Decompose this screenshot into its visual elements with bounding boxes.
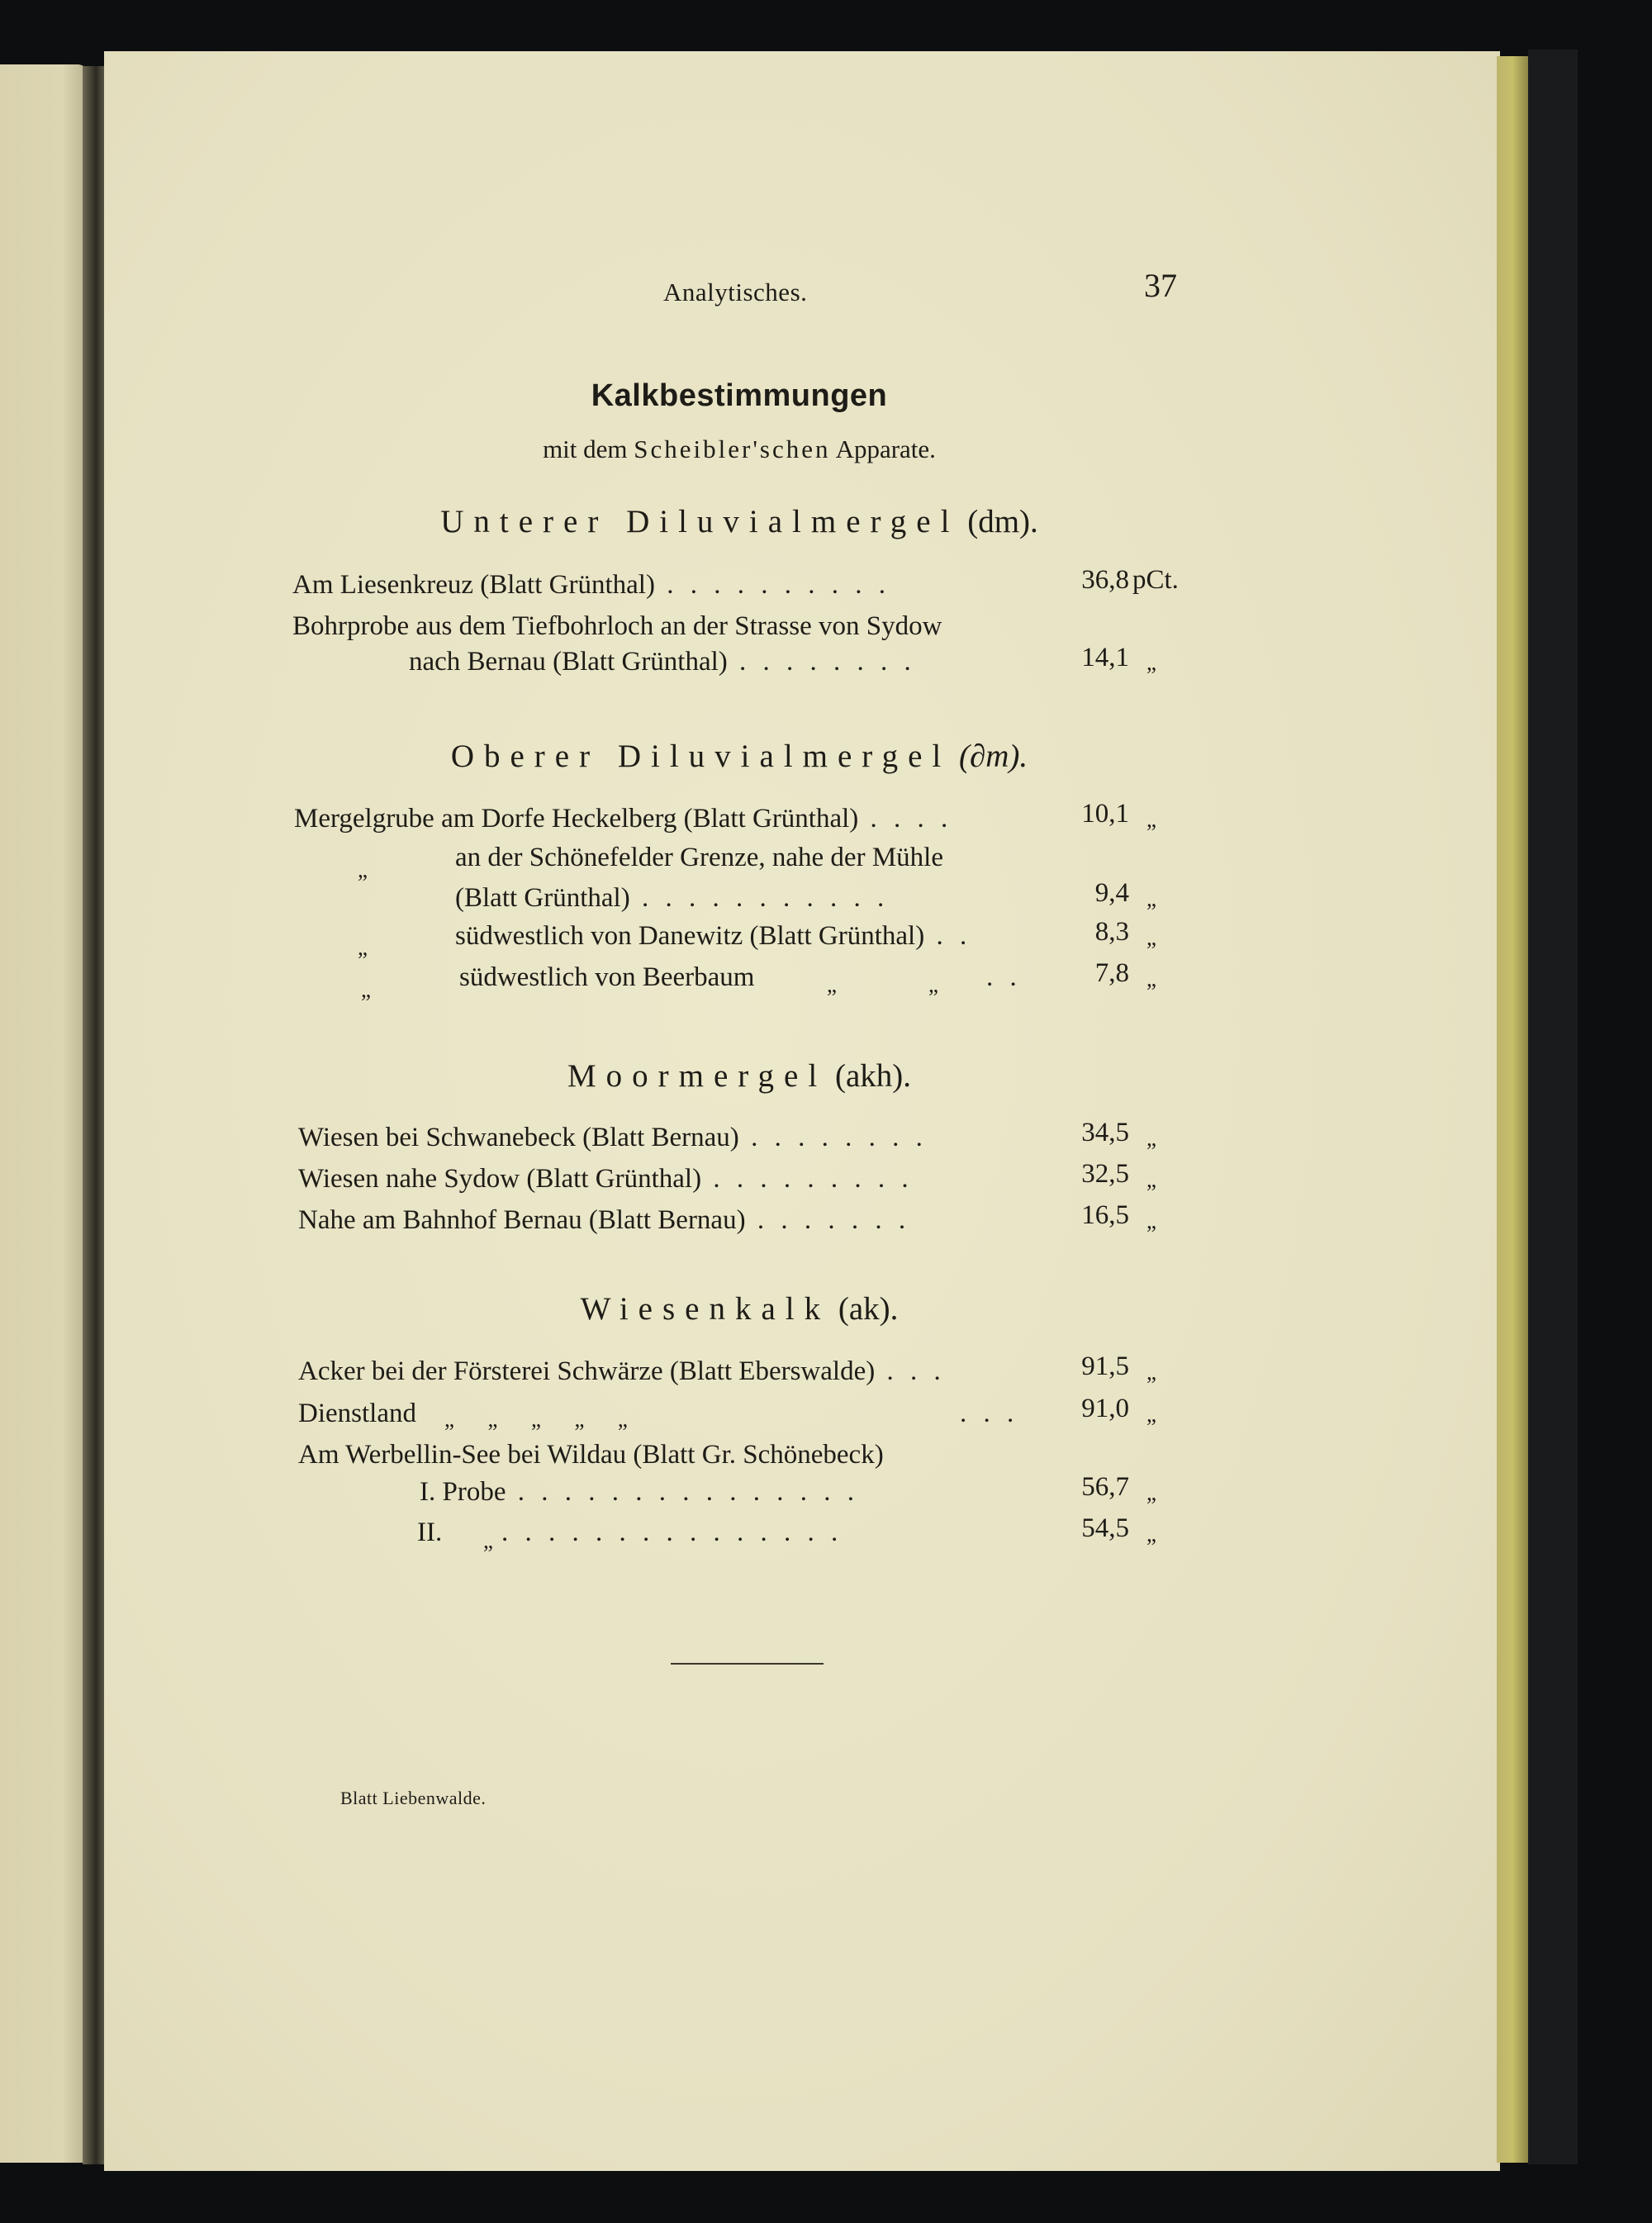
section-heading-abbr: (ak).: [838, 1291, 899, 1327]
entry-text: Am Liesenkreuz (Blatt Grünthal): [292, 570, 655, 600]
entry-text: nach Bernau (Blatt Grünthal): [409, 647, 728, 677]
leader-dots: . . . . . . .: [745, 1205, 911, 1235]
entry-text: Bohrprobe aus dem Tiefbohrloch an der Strasse von Sydow: [292, 611, 942, 641]
entry-text: Am Werbellin-See bei Wildau (Blatt Gr. Schönebeck): [298, 1440, 884, 1470]
entry-value: 16,5: [1081, 1200, 1129, 1230]
entry-value: 56,7: [1081, 1472, 1129, 1502]
entry-text: Wiesen nahe Sydow (Blatt Grünthal): [298, 1164, 702, 1194]
entry-text: I. Probe: [420, 1477, 506, 1507]
leader-dots: . . . . . . . . . . .: [629, 883, 890, 913]
book-page: [104, 51, 1500, 2171]
entry-text: an der Schönefelder Grenze, nahe der Mühle: [455, 843, 943, 872]
section-heading-wiesenkalk: [0, 1290, 1479, 1328]
entry-text: südwestlich von Beerbaum: [459, 962, 755, 992]
entry-text: II.: [417, 1518, 443, 1547]
entry-value: 91,5: [1081, 1351, 1129, 1381]
ditto-mark: „: [928, 972, 938, 997]
entry-row: [298, 1205, 910, 1236]
entry-row: [298, 1164, 914, 1195]
entry-text: Nahe am Bahnhof Bernau (Blatt Bernau): [298, 1205, 746, 1235]
subtitle-prefix: mit dem: [543, 435, 634, 463]
entry-text: Wiesen bei Schwanebeck (Blatt Bernau): [298, 1123, 739, 1152]
section-heading-text: Wiesenkalk: [580, 1291, 831, 1327]
leader-dots: . . . . . . . .: [738, 1123, 928, 1152]
entry-unit: pCt.: [1132, 565, 1179, 595]
ditto-marks: „ „ „ „ „: [444, 1407, 628, 1432]
leader-dots: . . .: [960, 1399, 1019, 1428]
ditto-mark: „: [827, 972, 837, 997]
entry-value: 8,3: [1094, 917, 1129, 947]
entry-row: [417, 1518, 442, 1548]
entry-row: [298, 1440, 884, 1470]
subtitle-name: Scheibler'schen: [634, 435, 831, 463]
ditto-mark: „: [1146, 967, 1156, 991]
entry-value: 34,5: [1081, 1118, 1129, 1147]
leader-dots-wrap: [501, 1518, 843, 1548]
entry-text: südwestlich von Danewitz (Blatt Grünthal): [455, 921, 925, 951]
ditto-mark: „: [1146, 1402, 1156, 1427]
leader-dots: . . . . . . . . . . . . . . .: [501, 1518, 843, 1547]
ditto-mark: „: [1146, 925, 1156, 950]
entry-row: [455, 843, 943, 873]
page-number: 37: [1144, 267, 1177, 304]
ditto-mark: „: [1146, 807, 1156, 832]
page-title: Kalkbestimmungen: [591, 378, 888, 413]
ditto-mark: „: [1146, 1522, 1156, 1546]
ditto-mark: „: [483, 1528, 493, 1553]
entry-text: Dienstland: [298, 1399, 416, 1428]
ditto-mark: „: [361, 977, 371, 1002]
entry-row: [298, 1399, 416, 1429]
book-cover-edge: [1528, 50, 1578, 2164]
page-subtitle: [0, 435, 1479, 464]
ditto-mark: „: [1146, 1167, 1156, 1192]
section-heading-abbr: (∂m).: [958, 739, 1028, 774]
subtitle-suffix: Apparate.: [830, 435, 936, 463]
leader-dots: . . . . . . . . . . . . . . .: [506, 1477, 859, 1507]
ditto-mark: „: [1146, 650, 1156, 675]
entry-row: [298, 1123, 928, 1153]
page-stack-edge: [1497, 56, 1528, 2163]
entry-row: [292, 570, 890, 601]
end-rule: [671, 1663, 824, 1665]
entry-text: (Blatt Grünthal): [455, 883, 630, 913]
entry-row: [455, 921, 971, 952]
entry-value: 9,4: [1094, 878, 1129, 908]
ditto-mark: „: [358, 935, 368, 960]
section-heading-moormergel: [0, 1057, 1479, 1095]
entry-row: [420, 1477, 859, 1508]
ditto-mark: „: [1146, 1209, 1156, 1233]
leader-dots: . . . . . . . .: [727, 647, 916, 677]
ditto-mark: „: [1146, 1126, 1156, 1151]
ditto-mark: „: [1146, 1480, 1156, 1505]
leader-dots: . . . . . . . . . .: [654, 570, 890, 600]
printer-signature: Blatt Liebenwalde.: [340, 1788, 487, 1808]
ditto-mark: „: [358, 857, 368, 882]
leader-dots: . .: [924, 921, 972, 951]
entry-value: 32,5: [1081, 1159, 1129, 1189]
entry-text: Mergelgrube am Dorfe Heckelberg (Blatt Grünthal): [294, 804, 859, 834]
leader-dots: . . . .: [858, 804, 953, 834]
entry-value: 36,8: [1081, 565, 1129, 595]
entry-row: [294, 804, 952, 834]
section-heading-text: Oberer Diluvialmergel: [450, 739, 952, 774]
entry-row: [455, 883, 889, 914]
entry-row: [409, 647, 916, 677]
leader-dots: . . .: [875, 1356, 946, 1386]
ditto-mark: „: [1146, 886, 1156, 911]
entry-row: [292, 611, 942, 642]
section-heading-abbr: (dm).: [967, 504, 1038, 539]
ditto-mark: „: [1146, 1360, 1156, 1385]
entry-value: 14,1: [1081, 643, 1129, 672]
section-heading-unterer: [0, 503, 1479, 540]
entry-value: 91,0: [1081, 1394, 1129, 1423]
leader-dots: . . . . . . . . .: [701, 1164, 914, 1194]
entry-row: [459, 962, 754, 993]
section-heading-text: Moormergel: [567, 1058, 828, 1094]
section-heading-abbr: (akh).: [834, 1058, 912, 1094]
entry-text: Acker bei der Försterei Schwärze (Blatt Eberswalde): [298, 1356, 876, 1386]
section-heading-oberer: [0, 738, 1479, 775]
section-heading-text: Unterer Diluvialmergel: [440, 504, 960, 539]
leader-dots: . .: [986, 962, 1022, 992]
entry-row: [298, 1356, 946, 1387]
entry-value: 10,1: [1081, 799, 1129, 829]
entry-value: 54,5: [1081, 1513, 1129, 1543]
entry-value: 7,8: [1094, 958, 1129, 988]
running-head: Analytisches.: [663, 278, 808, 306]
